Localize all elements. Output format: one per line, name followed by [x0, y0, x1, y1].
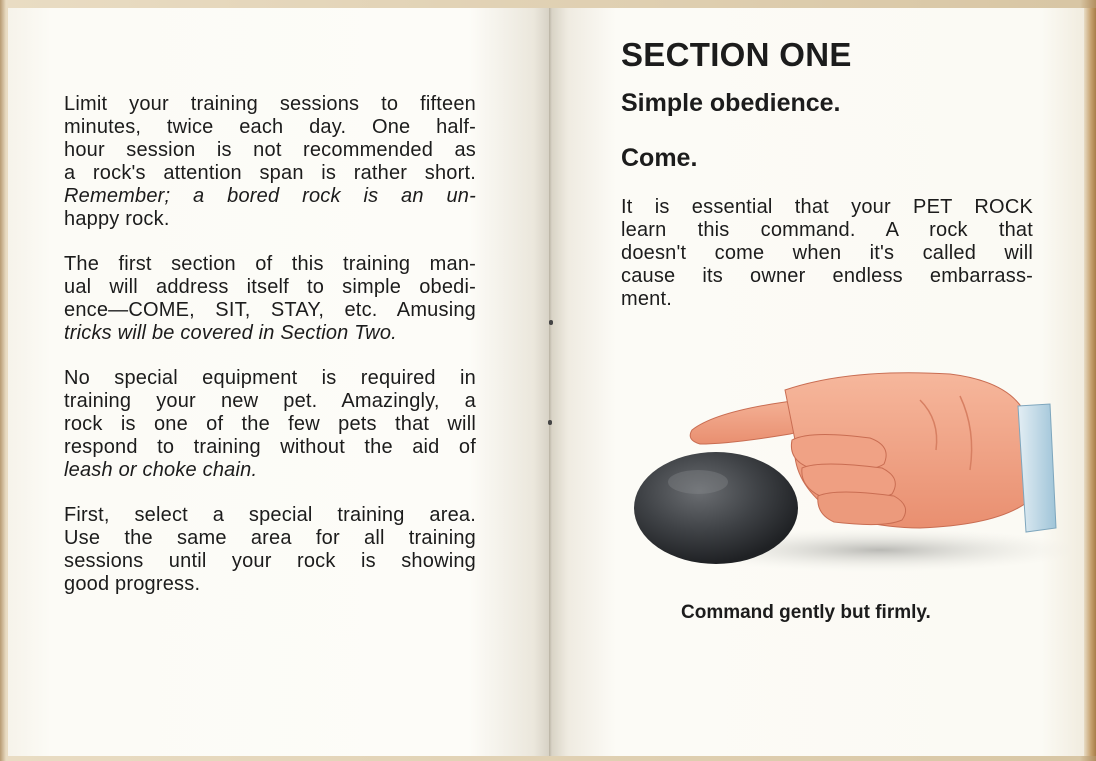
left-paragraph: [64, 504, 476, 596]
text-line: training your new pet. Amazingly, a: [64, 390, 476, 412]
page-edge: [1084, 8, 1096, 756]
text-line: a rock's attention span is rather short.: [64, 162, 476, 184]
text-line: good progress.: [64, 573, 201, 595]
text-line: happy rock.: [64, 208, 170, 230]
section-title: SECTION ONE: [621, 36, 852, 73]
left-page-text: [64, 93, 476, 618]
text-line: Use the same area for all training: [64, 527, 476, 549]
text-line: ence—COME, SIT, STAY, etc. Amusing: [64, 299, 476, 321]
left-paragraph: [64, 93, 476, 231]
text-line: minutes, twice each day. One half-: [64, 116, 476, 138]
text-line: leash or choke chain.: [64, 459, 258, 481]
text-line: respond to training without the aid of: [64, 436, 476, 458]
print-speck: [548, 420, 552, 425]
command-title: Come.: [621, 144, 698, 172]
text-line: No special equipment is required in: [64, 367, 476, 389]
print-speck: [549, 320, 553, 325]
subsection-title: Simple obedience.: [621, 89, 841, 117]
right-paragraph: [621, 196, 1033, 311]
left-paragraph: [64, 367, 476, 482]
text-line: The first section of this training man-: [64, 253, 476, 275]
command-description: [621, 196, 1033, 333]
text-line: Limit your training sessions to fifteen: [64, 93, 476, 115]
left-paragraph: [64, 253, 476, 345]
text-line: First, select a special training area.: [64, 504, 476, 526]
text-line: cause its owner endless embarrass-: [621, 265, 1033, 287]
text-line: ment.: [621, 288, 673, 310]
text-line: ual will address itself to simple obedi-: [64, 276, 476, 298]
text-line: tricks will be covered in Section Two.: [64, 322, 397, 344]
text-line: It is essential that your PET ROCK: [621, 196, 1033, 218]
text-line: hour session is not recommended as: [64, 139, 476, 161]
text-line: rock is one of the few pets that will: [64, 413, 476, 435]
pet-rock: [634, 452, 798, 564]
text-line: doesn't come when it's called will: [621, 242, 1033, 264]
text-line: learn this command. A rock that: [621, 219, 1033, 241]
text-line: Remember; a bored rock is an un-: [64, 185, 476, 207]
pointing-hand-and-rock-illustration: [620, 360, 1070, 580]
text-line: sessions until your rock is showing: [64, 550, 476, 572]
illustration-caption: Command gently but firmly.: [681, 602, 931, 623]
